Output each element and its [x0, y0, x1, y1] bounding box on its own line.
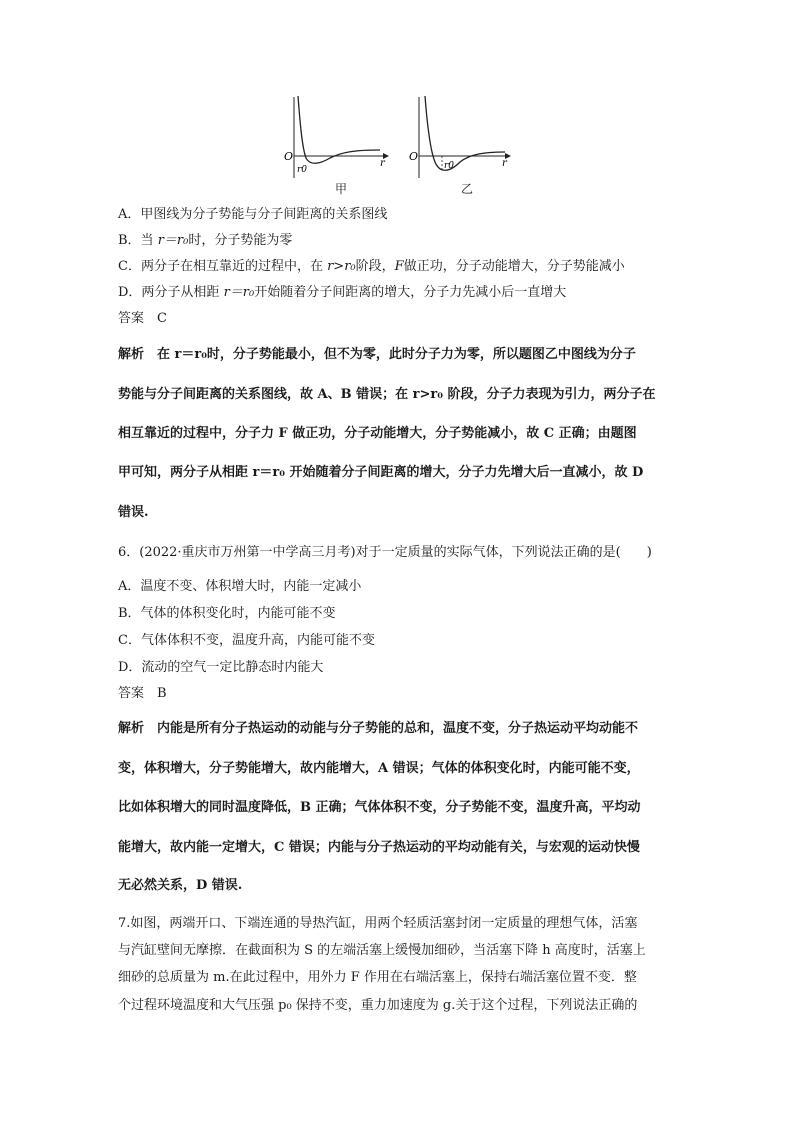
figure-jia-plot	[280, 92, 390, 192]
q6-stem: 6．(2022·重庆市万州第一中学高三月考)对于一定质量的实际气体，下列说法正确的是( )	[118, 545, 652, 560]
r-label: r	[502, 158, 507, 169]
q5-option-d-post: 开始随着分子间距离的增大，分子力先减小后一直增大	[254, 285, 567, 300]
figure-jia	[280, 92, 390, 198]
q5-option-d	[118, 283, 566, 303]
q7-line-4: 个过程环境温度和大气压强 p₀ 保持不变，重力加速度为 g.关于这个过程，下列说法正确的	[118, 998, 638, 1013]
figure-yi-plot	[405, 92, 515, 192]
q7-line-2: 与汽缸壁间无摩擦．在截面积为 S 的左端活塞上缓慢加细砂，当活塞下降 h 高度时，活塞上	[118, 943, 646, 958]
q5-option-b	[118, 231, 292, 251]
q5-analysis-line-2: 势能与分子间距离的关系图线，故 A、B 错误；在 r>r₀ 阶段，分子力表现为引力，两分子在	[118, 387, 656, 402]
q5-option-b-pre: B．当	[118, 233, 158, 248]
curve	[425, 96, 505, 170]
q6-analysis-line-5: 无必然关系，D 错误.	[118, 878, 243, 893]
origin-label: O	[284, 150, 294, 163]
origin-label: O	[409, 150, 419, 163]
figure-jia-caption: 甲	[335, 182, 348, 196]
q5-option-c-force: F	[394, 259, 404, 274]
q6-analysis-line-3: 比如体积增大的同时温度降低，B 正确；气体体积不变，分子势能不变，温度升高，平均动	[118, 800, 641, 815]
q5-option-a: A．甲图线为分子势能与分子间距离的关系图线	[118, 207, 388, 222]
q5-option-b-post: 时，分子势能为零	[188, 233, 293, 248]
q5-option-c-math: r>r₀	[327, 259, 356, 274]
q6-option-a: A．温度不变、体积增大时，内能一定减小	[118, 579, 362, 594]
curve	[298, 96, 380, 163]
q6-analysis-line-2: 变，体积增大，分子势能增大，故内能增大，A 错误；气体的体积变化时，内能可能不变，	[118, 761, 640, 776]
q6-option-b: B．气体的体积变化时，内能可能不变	[118, 606, 336, 621]
q6-option-d: D．流动的空气一定比静态时内能大	[118, 660, 324, 675]
q7-line-3: 细砂的总质量为 m.在此过程中，用外力 F 作用在右端活塞上，保持右端活塞位置不变．整	[118, 970, 637, 985]
q5-option-c-pre: C．两分子在相互靠近的过程中，在	[118, 259, 328, 274]
r0-label: r0	[297, 165, 308, 175]
q5-analysis-line-3: 相互靠近的过程中，分子力 F 做正功，分子动能增大，分子势能减小，故 C 正确；由题图	[118, 426, 637, 441]
figure-yi-caption: 乙	[461, 182, 474, 196]
r0-label: r0	[444, 161, 455, 171]
q6-option-c: C．气体体积不变，温度升高，内能可能不变	[118, 633, 375, 648]
q5-option-c-mid: 阶段，	[355, 259, 395, 274]
q6-analysis-line-1: 解析 内能是所有分子热运动的动能与分子势能的总和，温度不变，分子热运动平均动能不	[118, 721, 639, 736]
q6-answer: 答案 B	[118, 686, 167, 701]
q5-option-c	[118, 257, 625, 277]
q5-option-d-math: r＝r₀	[223, 285, 255, 300]
r-label: r	[380, 158, 385, 169]
q5-option-b-math: r＝r₀	[157, 233, 189, 248]
q5-analysis-line-4: 甲可知，两分子从相距 r＝r₀ 开始随着分子间距离的增大，分子力先增大后一直减小，故 D	[118, 465, 644, 480]
potential-curve-figures	[280, 92, 520, 202]
q5-answer: 答案 C	[118, 311, 167, 326]
q5-analysis-line-1: 解析 在 r＝r₀时，分子势能最小，但不为零，此时分子力为零，所以题图乙中图线为分子	[118, 347, 636, 362]
q5-option-d-pre: D．两分子从相距	[118, 285, 224, 300]
q7-line-1: 7.如图，两端开口、下端连通的导热汽缸，用两个轻质活塞封闭一定质量的理想气体，活塞	[118, 916, 638, 931]
q6-analysis-line-4: 能增大，故内能一定增大，C 错误；内能与分子热运动的平均动能有关，与宏观的运动快慢	[118, 840, 640, 855]
q5-analysis-line-5: 错误.	[118, 505, 149, 520]
figure-yi	[405, 92, 515, 198]
q5-option-c-post: 做正功，分子动能增大，分子势能减小	[403, 259, 625, 274]
